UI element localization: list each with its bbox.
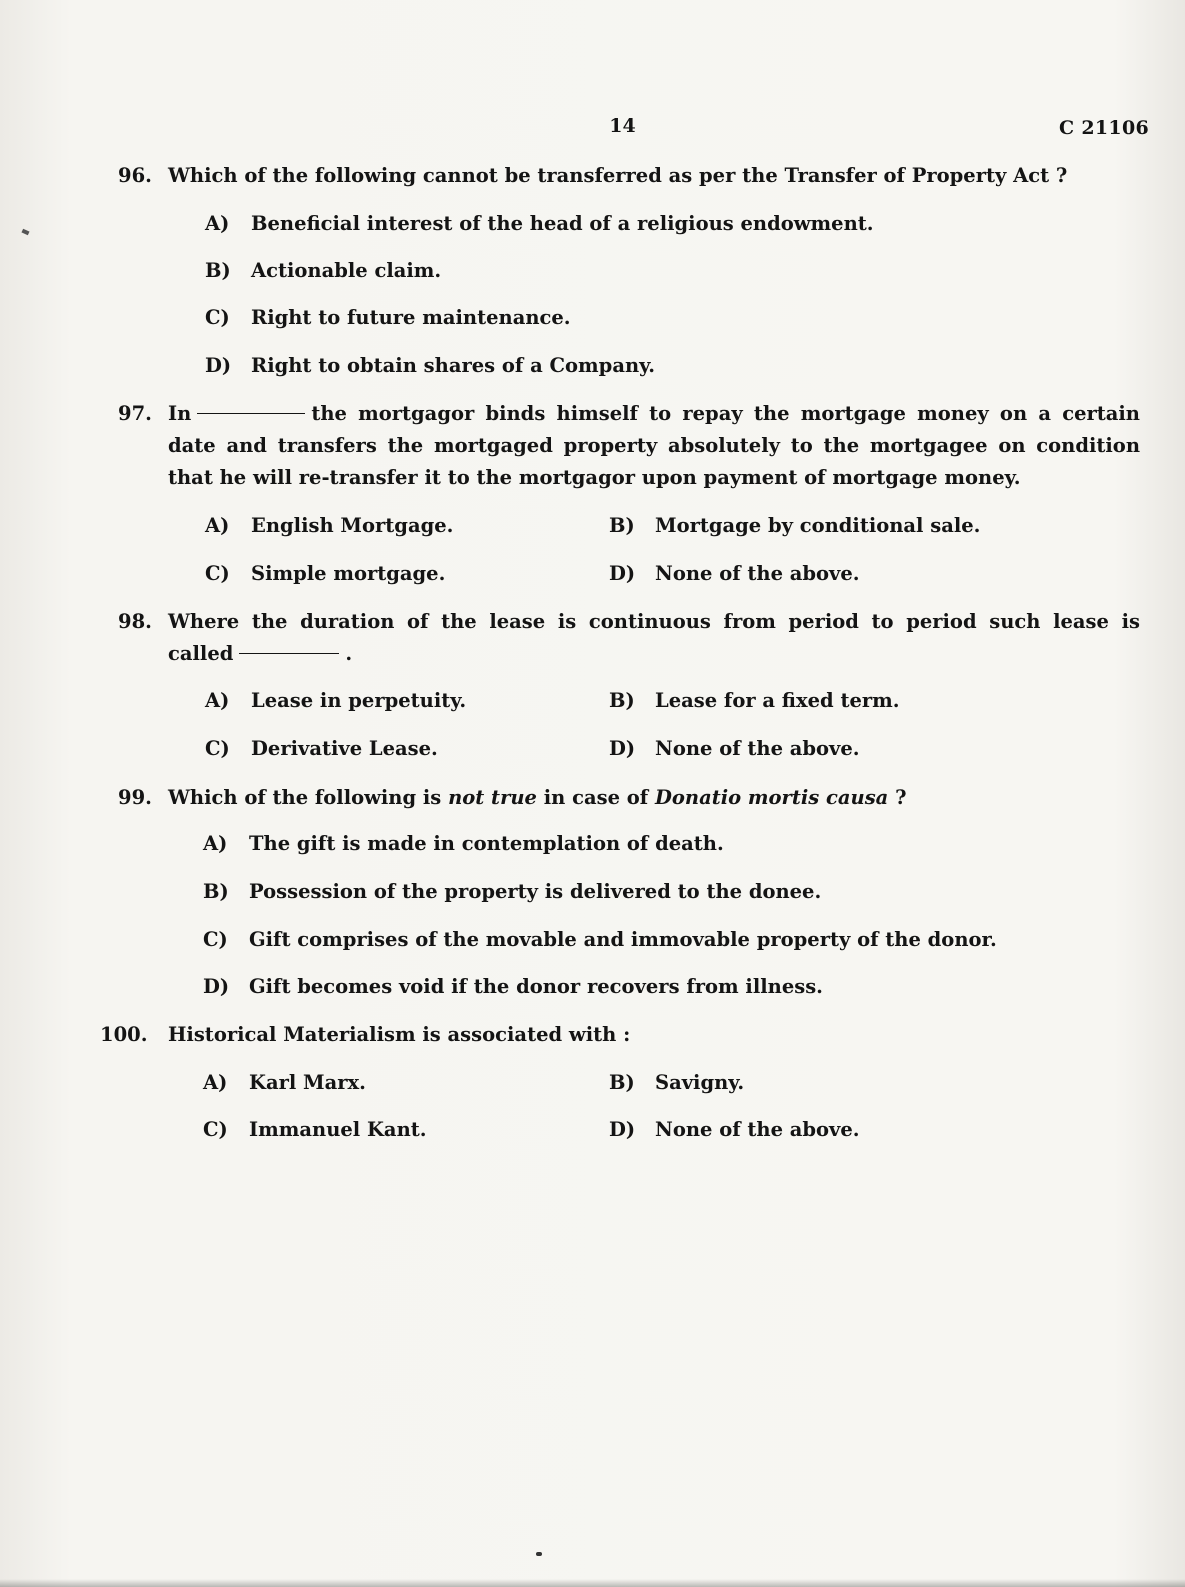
option-letter: D) [609,562,636,585]
option-text: Derivative Lease. [251,737,438,760]
question-text-italic: Donatio mortis causa [654,786,889,809]
option-c [203,928,997,951]
question-number: 100. [100,1023,148,1046]
question-number: 98. [118,610,152,633]
scan-speck [21,229,29,236]
option-c [205,562,445,585]
option-letter: D) [203,975,230,998]
option-text: Mortgage by conditional sale. [655,514,981,537]
option-c [203,1118,427,1141]
option-text: The gift is made in contemplation of death. [249,832,724,855]
option-letter: A) [203,832,228,855]
option-text: Savigny. [655,1071,745,1094]
option-a [205,689,466,712]
question-text-part: Where the duration of the lease is continuous from period to period such lease is called [168,610,1140,665]
question-text [168,398,1140,494]
option-d [205,354,655,377]
option-letter: B) [205,259,231,282]
option-letter: A) [205,689,230,712]
question-text [168,606,1140,670]
option-text: Beneficial interest of the head of a religious endowment. [251,212,874,235]
option-a [205,514,453,537]
question-number: 99. [118,786,152,809]
option-d [609,562,860,585]
scan-speck [536,1552,542,1556]
option-letter: C) [205,737,230,760]
option-d [609,1118,860,1141]
option-d [609,737,860,760]
option-letter: B) [203,880,229,903]
question-text-part: ? [888,786,907,809]
answer-blank [239,653,339,654]
question-text-part: . [345,642,353,665]
option-letter: C) [205,306,230,329]
option-a [205,212,874,235]
option-b [205,259,441,282]
option-letter: D) [609,737,636,760]
option-b [203,880,821,903]
option-a [203,1071,366,1094]
option-letter: C) [205,562,230,585]
option-text: Karl Marx. [249,1071,366,1094]
option-letter: B) [609,1071,635,1094]
option-text: None of the above. [655,737,860,760]
question-text-part: Which of the following is [168,786,449,809]
option-text: Simple mortgage. [251,562,446,585]
question-text: Historical Materialism is associated with : [168,1023,631,1046]
question-text-part: in case of [536,786,655,809]
option-b [609,514,980,537]
option-text: None of the above. [655,562,860,585]
option-letter: D) [205,354,232,377]
answer-blank [197,413,305,414]
option-text: Right to obtain shares of a Company. [251,354,656,377]
option-text: None of the above. [655,1118,860,1141]
page-number: 14 [609,115,636,137]
option-letter: D) [609,1118,636,1141]
option-letter: B) [609,689,635,712]
option-b [609,689,900,712]
option-d [203,975,823,998]
option-letter: C) [203,928,228,951]
option-letter: B) [609,514,635,537]
option-a [203,832,724,855]
question-number: 97. [118,402,152,425]
option-letter: C) [203,1118,228,1141]
option-text: Lease in perpetuity. [251,689,467,712]
option-text: Immanuel Kant. [249,1118,427,1141]
option-text: Actionable claim. [251,259,442,282]
question-text: Which of the following cannot be transferred as per the Transfer of Property Act ? [168,164,1068,187]
option-letter: A) [205,514,230,537]
option-text: Right to future maintenance. [251,306,571,329]
question-text-part: In [168,402,192,425]
question-text-italic: not true [448,786,537,809]
option-c [205,306,571,329]
question-text-part: the mortgagor binds himself to repay the mortgage money on a certain date and transfers the mortgaged property absolutely to the mortgagee on condition that he will re-transfer it to the mortgagor upon payment of mortgage money. [168,402,1140,489]
question-text [168,782,1140,814]
option-letter: A) [205,212,230,235]
paper-code: C 21106 [1059,117,1149,139]
option-text: Gift comprises of the movable and immovable property of the donor. [249,928,997,951]
option-text: English Mortgage. [251,514,454,537]
option-text: Possession of the property is delivered to the donee. [249,880,822,903]
option-text: Lease for a fixed term. [655,689,900,712]
option-letter: A) [203,1071,228,1094]
option-text: Gift becomes void if the donor recovers from illness. [249,975,823,998]
page-edge-shadow [0,1579,1185,1587]
question-number: 96. [118,164,152,187]
option-b [609,1071,744,1094]
option-c [205,737,438,760]
